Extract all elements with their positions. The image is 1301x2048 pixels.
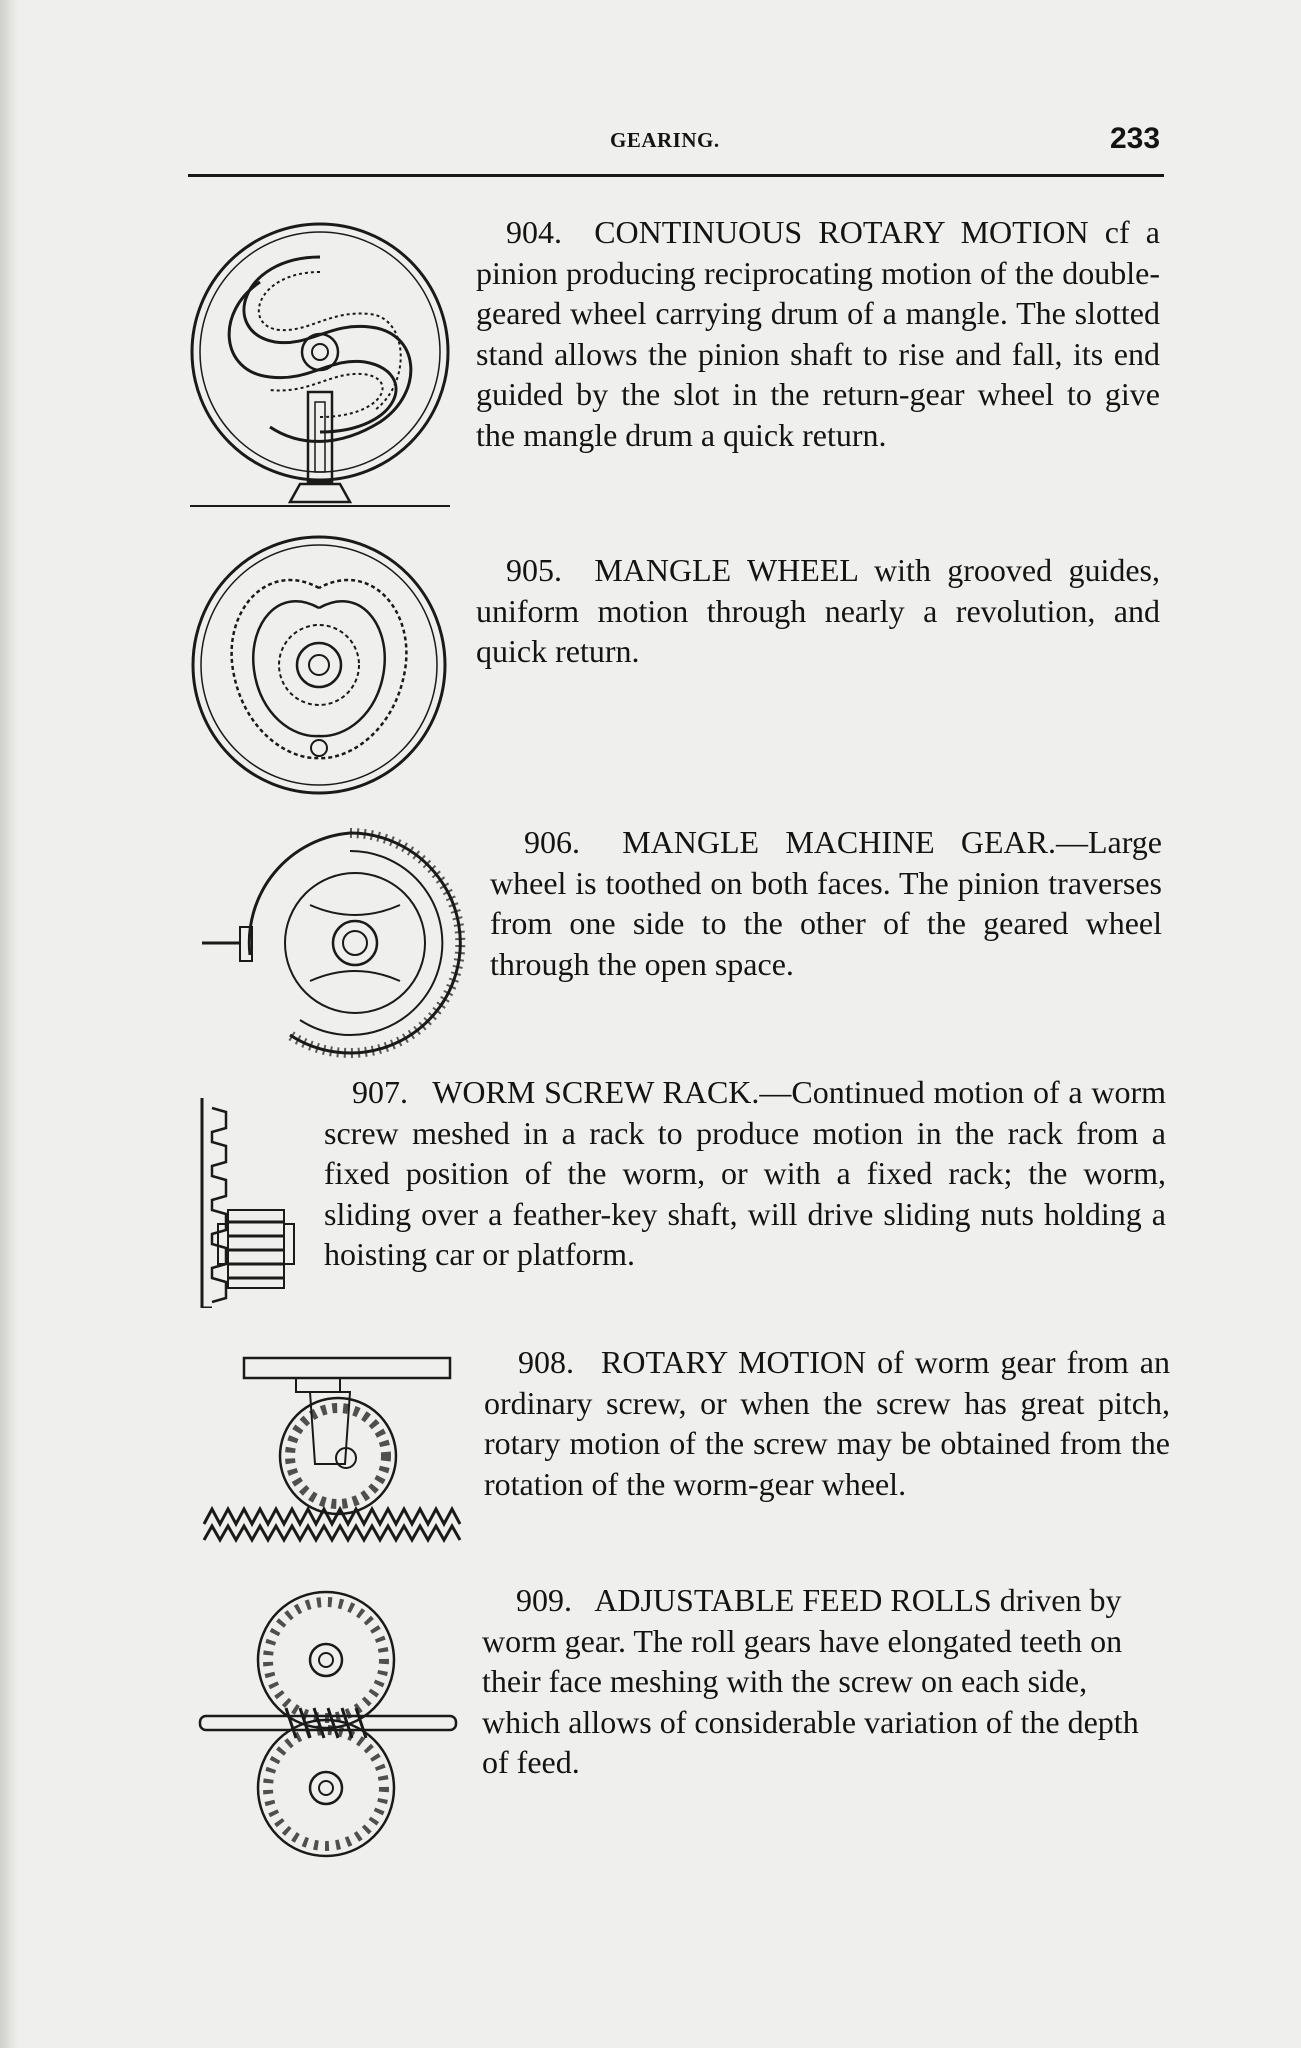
figure-905 [188,530,450,800]
mangle-wheel-grooved-icon [188,530,450,800]
entry-text: MANGLE WHEEL with grooved guides, uniform motion through nearly a revolution, and quick return. [476,552,1160,669]
entry-text: ADJUSTABLE FEED ROLLS driven by worm gear. The roll gears have elongated teeth on their face meshing with the screw on each side, which allows of considerable variation of the depth of feed. [482,1582,1139,1780]
entry-text: WORM SCREW RACK.—Continued motion of a worm screw meshed in a rack to produce motion in the rack from a fixed position of the worm, or with a fixed rack; the worm, sliding over a feather-key shaft, will drive sliding nuts holding a hoisting car or platform. [324,1074,1167,1272]
entry-908 [484,1342,1170,1504]
entry-905 [476,550,1160,672]
figure-908 [200,1354,466,1554]
entry-number: 905. [506,552,578,588]
entry-907 [324,1072,1166,1275]
entry-text: CONTINUOUS ROTARY MOTION cf a pinion producing reciprocating motion of the double-geared wheel carrying drum of a mangle. The slotted stand allows the pinion shaft to rise and fall, its end guided by the slot in the return-gear wheel to give the mangle drum a quick return. [476,214,1161,453]
running-title: GEARING. [610,128,720,152]
mangle-machine-gear-icon [200,825,490,1060]
entry-904 [476,212,1160,455]
entry-number: 909. [516,1582,588,1618]
entry-906 [490,822,1162,984]
feed-rolls-icon [196,1580,462,1865]
figure-906 [200,825,490,1060]
header-rule [188,174,1164,177]
figure-907 [196,1098,306,1308]
entry-number: 906. [524,824,596,860]
entry-text: MANGLE MACHINE GEAR.—Large wheel is toothed on both faces. The pinion traverses from one side to the other of the geared wheel through the open space. [490,824,1162,982]
figure-909 [196,1580,462,1865]
worm-screw-rack-icon [196,1098,306,1308]
entry-number: 908. [518,1344,590,1380]
entry-number: 904. [506,214,578,250]
page-number: 233 [1110,122,1161,155]
entry-text: ROTARY MOTION of worm gear from an ordinary screw, or when the screw has great pitch, rotary motion of the screw may be obtained from the rotation of the worm-gear wheel. [484,1344,1171,1502]
worm-gear-screw-icon [200,1354,466,1554]
entry-909 [482,1580,1154,1783]
entry-number: 907. [352,1074,424,1110]
figure-904 [180,212,460,512]
spiral-mangle-wheel-icon [180,212,460,512]
page-edge-shadow [0,0,18,2048]
